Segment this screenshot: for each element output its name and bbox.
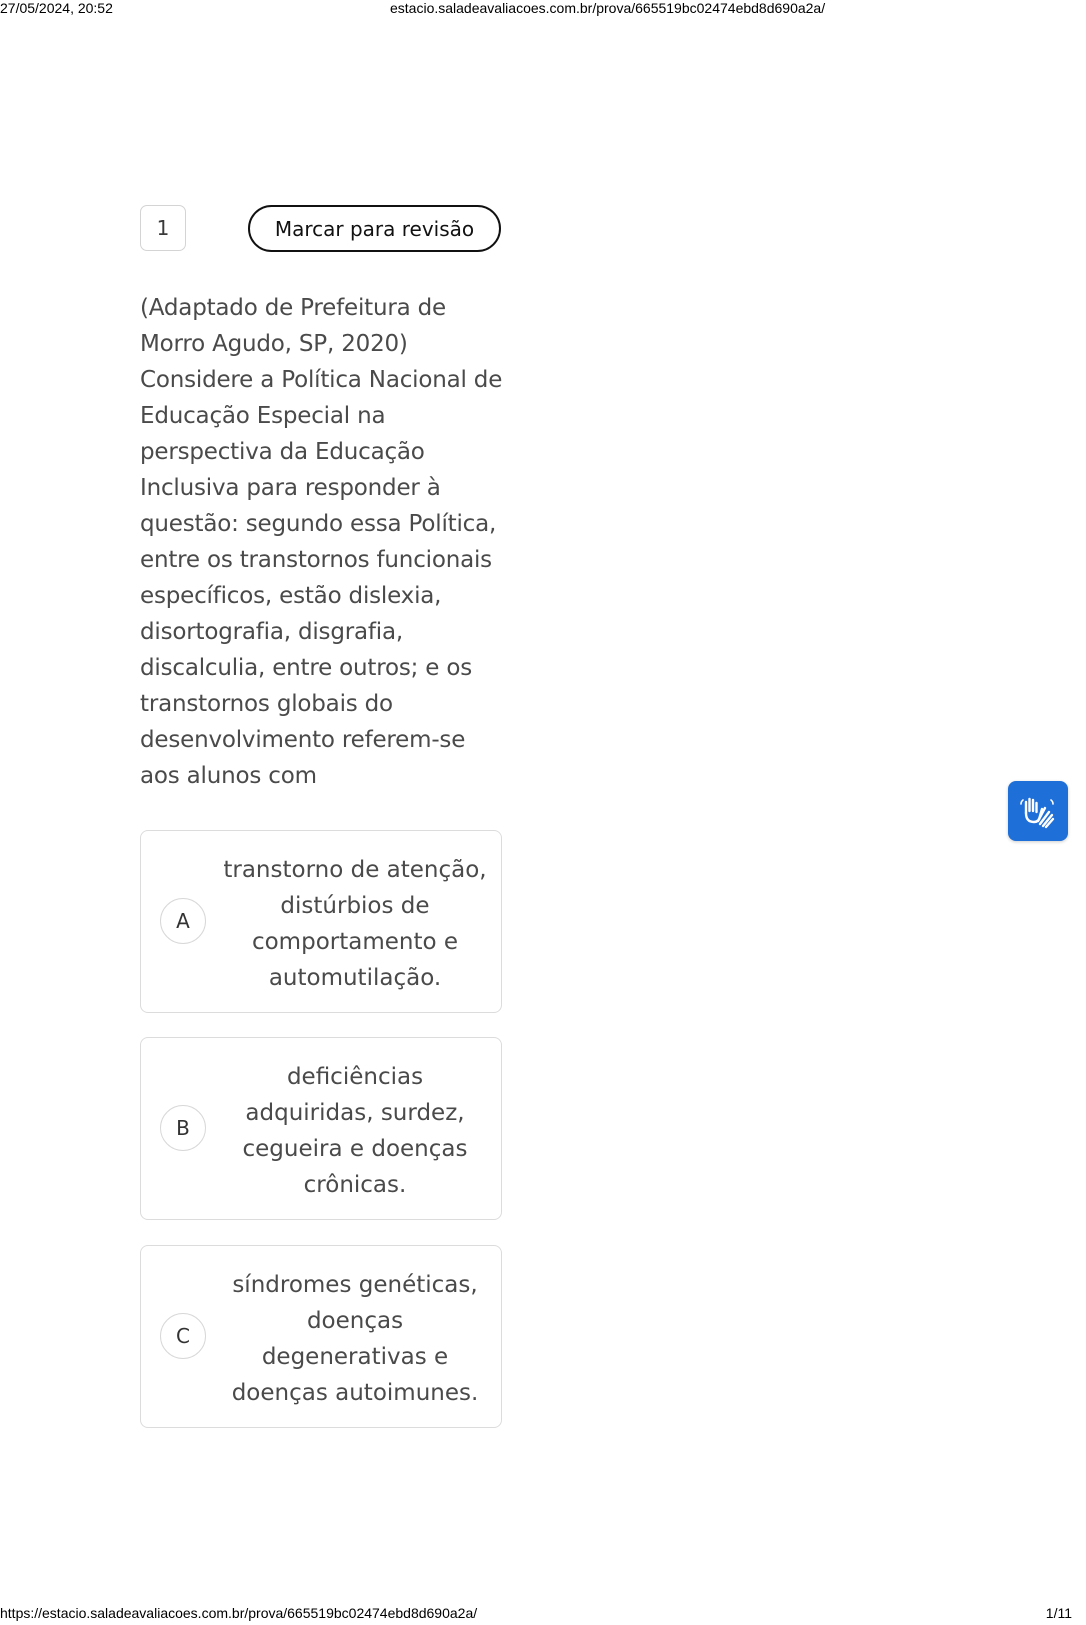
accessibility-widget-button[interactable] <box>1008 781 1068 841</box>
option-c-text: síndromes genéticas, doenças degenerativas e doenças autoimunes. <box>231 1271 479 1406</box>
question-number-badge: 1 <box>140 205 186 251</box>
option-a-text: transtorno de atenção, distúrbios de comportamento e automutilação. <box>223 856 487 991</box>
option-b-letter: B <box>160 1105 206 1151</box>
sign-language-hands-icon <box>1018 791 1058 831</box>
mark-for-review-button[interactable]: Marcar para revisão <box>248 205 501 252</box>
option-b-card[interactable] <box>140 1037 502 1220</box>
print-footer-page-number: 1/11 <box>1045 1605 1072 1621</box>
option-a-letter: A <box>160 898 206 944</box>
option-b-text: deficiências adquiridas, surdez, cegueira e doenças crônicas. <box>242 1063 468 1198</box>
print-header-url: estacio.saladeavaliacoes.com.br/prova/665519bc02474ebd8d690a2a/ <box>390 0 826 16</box>
print-footer-url: https://estacio.saladeavaliacoes.com.br/prova/665519bc02474ebd8d690a2a/ <box>0 1605 478 1621</box>
option-a-card[interactable] <box>140 830 502 1013</box>
option-c-card[interactable] <box>140 1245 502 1428</box>
option-c-letter: C <box>160 1313 206 1359</box>
print-header-datetime: 27/05/2024, 20:52 <box>0 0 113 16</box>
question-statement: (Adaptado de Prefeitura de Morro Agudo, SP, 2020) Considere a Política Nacional de Educação Especial na perspectiva da Educação Inclusiva para responder à questão: segundo essa Política, entre os transtornos funcionais específicos, estão dislexia, disortografia, disgrafia, discalculia, entre outros; e os transtornos globais do desenvolvimento referem-se aos alunos com <box>140 295 503 789</box>
